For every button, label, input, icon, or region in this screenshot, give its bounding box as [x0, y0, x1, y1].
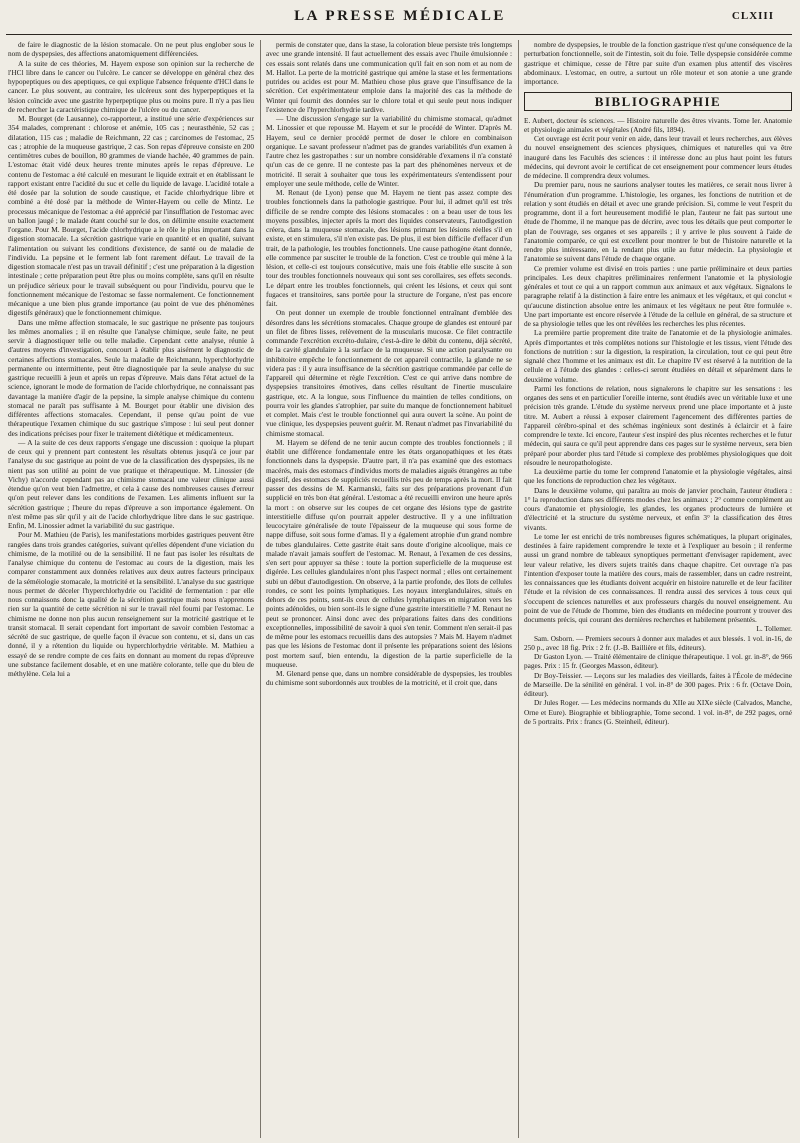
paragraph: — A la suite de ces deux rapports s'engage une discussion : quoique la plupart de ceux qui y prennent part contestent les résultats obtenus jusqu'à ce jour par l'analyse du suc gastrique au point de vue de la classification des dyspepsies, ils ne nient pas son utilité au point de vue pratique et thérapeutique. M. Linossier (de Vichy) n'accorde cependant pas au chimisme stomacal une valeur clinique aussi étendue qu'on veut bien l'admettre, et cela à cause des nombreuses causes d'erreur qu'on peut relever dans les conditions de l'examen. Les aliments influent sur la sécrétion gastrique ; l'heure du repas d'épreuve a son importance également. On n'est même pas sûr qu'il y ait de l'acide chlorhydrique libre dans le suc gastrique. Enfin, M. Linossier admet la variabilité du suc gastrique.: [8, 437, 254, 530]
review-paragraph: La deuxième partie du tome Ier comprend l'anatomie et la physiologie végétales, ainsi que les fonctions de reproduction chez les végétaux.: [524, 467, 792, 486]
review-paragraph: La première partie proprement dite traite de l'anatomie et de la physiologie animales. Après d'importantes et très complètes notions sur l'histologie et les tissus, vient l'étude des fonctions de nutrition : sur la digestion, la respiration, la circulation, tout ce qui peut être signalé chez l'homme et les animaux est dit. Le chapitre IV est réservé à la nutrition de la cellule et à l'étude des glandes : celles-ci seront étudiées en détail et séparément dans le deuxième volume.: [524, 328, 792, 384]
column-2: [266, 40, 512, 1138]
paragraph: nombre de dyspepsies, le trouble de la fonction gastrique n'est qu'une conséquence de la perturbation fonctionnelle, soit de l'intestin, soit du foie. Telle dyspepsie considérée comme gastrique et chimique, cesse de l'être par suite d'un examen plus attentif des viscères abdominaux. L'estomac, en outre, a surtout un rôle moteur et son atonie a une grande importance.: [524, 40, 792, 86]
column-3: [524, 40, 792, 1138]
review-paragraph: Cet ouvrage est écrit pour venir en aide, dans leur travail et leurs recherches, aux élèves du nouvel enseignement des sciences physiques, chimiques et naturelles qui va être inauguré dans les Facultés des sciences : il intéresse donc au plus haut point les futurs médecins, qui devront avoir le certificat de cet enseignement pour commencer leurs études de médecine. Il comprendra deux volumes.: [524, 134, 792, 180]
bibliography-entry: Sam. Osborn. — Premiers secours à donner aux malades et aux blessés. 1 vol. in-16, de 250 p., avec 18 fig. Prix : 2 fr. (J.-B. Baillière et fils, éditeurs).: [524, 633, 792, 652]
bibliography-heading: BIBLIOGRAPHIE: [524, 92, 792, 110]
review-paragraph: Dans le deuxième volume, qui paraîtra au mois de janvier prochain, l'auteur étudiera : 1° la reproduction dans ses différents modes chez les animaux ; 2° comme complément au cours d'anatomie et physiologie, les glandes, les organes producteurs de lumière et d'électricité et la structure du système nerveux, et enfin 3° la classification des êtres vivants.: [524, 485, 792, 532]
paragraph: permis de constater que, dans la stase, la coloration bleue persiste très longtemps avec une grande intensité. Il faut actuellement des essais avec l'huile émulsionnée : ces essais sont relatés dans une communication qu'il fait en son nom et au nom de M. Hallot. La perte de la motricité gastrique qui amène la stase et les fermentations putrides ou acides est pour M. Mathieu chose plus grave que l'insuffisance de la sécrétion. Cet expérimentateur emploie dans la majorité des cas la méthode de Winter qui fournit des données sur le chlore total et qui seule peut nous indiquer l'existence de l'hyperchlorhydrie tardive.: [266, 40, 512, 114]
column-divider: [260, 40, 261, 1138]
bibliography-entry: Dr Boy-Teissier. — Leçons sur les maladies des vieillards, faites à l'École de médecine de Marseille. De la sénilité en général. 1 vol. in-8° de 300 pages. Prix : 6 fr. (Octave Doin, éditeur).: [524, 670, 792, 698]
review-signature: L. Tollemer.: [756, 624, 792, 634]
text-columns: [8, 40, 794, 1138]
column-divider: [518, 40, 519, 1138]
review-paragraph: Le tome Ier est enrichi de très nombreuses figures schématiques, la plupart originales, destinées à faire rapidement comprendre le texte et à l'expliquer au besoin ; il renferme aussi un grand nombre de tableaux synoptiques permettant d'envisager rapidement, avec leur valeur relative, les divers sujets traités dans chaque chapitre. Cet ouvrage n'a pas l'intention d'exposer toute la matière des cours, mais de rassembler, dans un cadre restreint, les connaissances que les étudiants doivent acquérir en histoire naturelle et de leur faciliter l'étude et la révision de ces connaissances. Il rendra aussi des services à tous ceux qui s'occupent de sciences naturelles et aux professeurs chargés du nouvel enseignement. Au point de vue de l'étude de l'homme, bien des étudiants en médecine pourront y trouver des documents précis, qui courant des dernières recherches et habilement présentés.: [524, 531, 792, 624]
column-1: [8, 40, 254, 1138]
book-review-title: E. Aubert, docteur ès sciences. — Histoire naturelle des êtres vivants. Tome Ier. Anatomie et physiologie animales et végétales (André fils, 1894).: [524, 115, 792, 134]
paragraph: M. Glenard pense que, dans un nombre considérable de dyspepsies, les troubles du chimisme sont subordonnés aux troubles de la motricité, et il croit que, dans: [266, 669, 512, 688]
paragraph: M. Hayem se défend de ne tenir aucun compte des troubles fonctionnels ; il établit une différence fondamentale entre les états organopathiques et les états fonctionnels dans la dyspepsie. D'autre part, il n'a pas examiné que des estomacs macérés, mais des estomacs d'individus morts de maladies aiguës étrangères au tube digestif, des estomacs de suppliciés recueillis très peu de temps après la mort. Il fait passer des dessins de M. Karmanski, faits sur des préparations provenant d'un supplicié en très bon état général. L'estomac a été recueilli environ une heure après la mort : on observe sur les coupes de cet organe des lésions type de gastrite interstitielle diffuse qu'on pourrait appeler destructive. Il y a une infiltration leucocytaire généralisée de toute l'épaisseur de la muqueuse qui sous forme de nappe diffuse, soit sous forme d'amas. Il y a également atrophie d'un grand nombre de tubes glandulaires. Cette gastrite était sans doute d'origine alcoolique, mais ce malade n'avait jamais souffert de l'estomac. M. Renaut, à l'examen de ces dessins, s'en sert pour appuyer sa thèse : toute la portion superficielle de la muqueuse est digérée. Les cellules glandulaires n'ont plus l'aspect normal ; elles ont certainement subi un début d'autodigestion. On observe, à la partie profonde, des îlots de cellules rondes, ce sont les points lymphatiques. Les noyaux interglandulaires, situés en dehors de ces points, sont-ils ceux de cellules lymphatiques en migration vers les points adénoïdes, ou bien sont-ils le signe d'une gastrite interstitielle ? M. Renaut ne peut se prononcer. Ainsi donc avec des préparations faites dans des conditions exceptionnelles, impossibilité de savoir à quoi s'en tenir. Comment n'en serait-il pas de même pour les estomacs recueillis dans des autopsies ? Mais M. Hayem n'admet pas que les lésions de l'estomac dont il présente les préparations soient des lésions post mortem sauf, bien entendu, la digestion de la partie superficielle de la muqueuse.: [266, 437, 512, 669]
paragraph: — Une discussion s'engage sur la variabilité du chimisme stomacal, qu'admet M. Linossier et que repousse M. Hayem et sur le procédé de Winter. D'après M. Hayem, seul ce dernier procédé permet de doser le chlore en combinaison organique. Le savant professeur n'admet pas de grandes variabilités d'un examen à l'autre chez les gastropathes : sur un nombre considérable d'examens il n'a constaté qu'un cas de ce genre. Il ne conteste pas la part des phénomènes nerveux et de motricité. Il serait à souhaiter que tous les expérimentateurs s'entendissent pour employer une seule méthode, celle de Winter.: [266, 114, 512, 188]
paragraph: Dans une même affection stomacale, le suc gastrique ne présente pas toujours les mêmes anomalies ; il en résulte que l'analyse chimique, seule faite, ne peut servir à diagnostiquer telle ou telle maladie. Cependant cette analyse, réunie à d'autres moyens d'investigation, concourt à établir plus aisément le diagnostic de certaines affections stomacales. Seule la maladie de Reichmann, hyperchlorhydrie permanente ou intermittente, peut être diagnostiquée par la seule analyse du suc gastrique recueilli à jeun et après un repas d'épreuve. Mais dans l'état actuel de la science, ignorant le mode de formation de l'acide chlorhydrique, ne connaissant pas davantage la manière d'agir de la pepsine, la simple analyse chimique du contenu stomacal ne paraît pas suffisante à M. Bourget pour établir une division des différentes affections stomacales. Cependant, il pense qu'au point de vue thérapeutique l'examen chimique du suc gastrique s'impose : lui seul peut donner des indications précises pour fixer le traitement diététique et médicamenteux.: [8, 317, 254, 438]
review-paragraph: Du premier paru, nous ne saurions analyser toutes les matières, ce serait nous livrer à l'énumération d'un programme. L'histologie, les organes, les fonctions de nutrition et de relation y sont étudiés en détail et avec une grande précision. Si, comme le veut l'esprit du programme, dont il a fort heureusement modifié le plan, l'auteur ne fait pas surtout une étude de l'homme, il ne manque pas de décrire, avec tous les détails que peut comporter le plan de l'ouvrage, ses organes et ses appareils ; il y arrive le plus souvent à l'aide de l'anatomie comparée, ce qui est excellent pour montrer le but de l'histoire naturelle et la rendre plus intéressante, en la rendant plus utile au futur médecin. La physiologie et l'anatomie se suivent dans l'étude de chaque organe.: [524, 180, 792, 264]
paragraph: A la suite de ces théories, M. Hayem expose son opinion sur la recherche de l'HCl libre dans le cancer ou l'ulcère. Le cancer se développe en général chez des hypopeptiques ou des apeptiques, ce qui explique l'absence fréquente d'HCl dans le cancer. Le plus souvent, au contraire, les ulcéreux sont des hyperpeptiques et la lésion coïncide avec une gastrite hyperpeptique plus ou moins pure. Il n'y a pas lieu de rechercher la caractéristique chimique de l'ulcère ou du cancer.: [8, 58, 254, 114]
page-number: CLXIII: [731, 10, 774, 22]
journal-title: LA PRESSE MÉDICALE: [294, 8, 506, 24]
paragraph: Pour M. Mathieu (de Paris), les manifestations morbides gastriques peuvent être rangées dans trois grandes catégories, suivant qu'elles dépendent d'une viciation du chimisme, de la motilité ou de la sensibilité. Il ne faut pas isoler les résultats de l'analyse chimique du contenu de l'estomac au cours de la digestion, mais les comparer constamment aux données relatives aux deux autres facteurs principaux de la séméiologie stomacale, la motricité et la sensibilité. L'analyse du suc gastrique nous permet de déceler l'hyperchlorhydrie ou l'acidité de fermentation : par elle nous connaissons donc la qualité de la sécrétion gastrique mais nous n'apprenons rien sur la quantité de cette sécrétion ni sur le travail réel fourni par l'estomac. Le chimisme ne donne non plus aucun renseignement sur la motricité gastrique et le transit stomacal. Il serait cependant fort important de savoir combien l'estomac a sécrété de suc gastrique, de quelle façon il évacue son contenu, et si, dans un cas donné, il y a rétention du liquide ou hyperchlorhydrie véritable. M. Mathieu a essayé de se rendre compte de ces faits en donnant au moment du repas d'épreuve une substance facilement dosable, et en une matière colorante, telle que du bleu de méthylène. Cela lui a: [8, 530, 254, 678]
paragraph: M. Renaut (de Lyon) pense que M. Hayem ne tient pas assez compte des troubles fonctionnels dans la pathologie gastrique. Pour lui, il admet qu'il est très difficile de se rendre compte des lésions stomacales : on a beau user de tous les moyens possibles, injecter après la mort des liquides conservateurs, l'autodigestion créera, dans la muqueuse stomacale, des lésions primant les lésions réelles s'il en existe, et en stimulera, s'il n'en existe pas. De plus, il est bien difficile d'effacer d'un trait, de la pathologie, les troubles fonctionnels. Une cause pathogène étant donnée, elle commence par susciter le trouble de la fonction. C'est ce trouble qui mène à la lésion, et celle-ci est toujours consécutive, mais une fois établie elle suscite à son tour des troubles fonctionnels nouveaux qui sont ses corollaires, ses effets seconds. Le départ entre les troubles fonctionnels, qui créent les lésions, et ceux qui sont fugaces et transitoires, sans portée pour la structure de l'organe, n'est pas encore fait.: [266, 188, 512, 308]
paragraph: On peut donner un exemple de trouble fonctionnel entraînant d'emblée des désordres dans les sécrétions stomacales. Chaque groupe de glandes est entouré par un filet de fibres lisses, relèvement de la muscularis mucosæ. Ce filet contractile commande l'excrétion excréto-dulaire, c'est-à-dire le débit du contenu, déjà sécrété, de la cavité glandulaire à la surface de la muqueuse. Si une action paralysante ou inhibitoire empêche le fonctionnement de cet appareil contractile, la glande ne se videra pas : il y aura insuffisance de la sécrétion gastrique commandée par celle de l'appareil qui détermine et règle l'excrétion. C'est ce qui arrive dans nombre de dyspepsies transitoires émotives, dans celles résultant de l'inertie musculaire gastrique, etc. A la longue, sous l'influence du maintien de telles conditions, on pourra voir les glandes s'atrophier, par suite du manque de fonctionnement habituel et complet. Mais c'est le trouble fonctionnel qui aura ouvert la scène. Au point de vue clinique, les dyspepsies peuvent guérir. M. Renaut n'admet pas l'invariabilité du chimisme stomacal.: [266, 308, 512, 438]
bibliography-entry: Dr Gaston Lyon. — Traité élémentaire de clinique thérapeutique. 1 vol. gr. in-8°, de 966 pages. Prix : 15 fr. (Georges Masson, éditeur).: [524, 652, 792, 671]
paragraph: M. Bourget (de Lausanne), co-rapporteur, a institué une série d'expériences sur 354 malades, comprenant : chlorose et anémie, 105 cas ; neurasthénie, 52 cas ; dilatation, 115 cas ; maladie de Reichmann, 22 cas ; carcinomes de l'estomac, 25 cas ; atrophie de la muqueuse gastrique, 2 cas. Son repas d'épreuve consiste en 200 centimètres cubes de bouillon, 80 grammes de viande hachée, 40 grammes de pain. L'estomac était vidé deux heures trente minutes après le repas d'épreuve. Le contenu de l'estomac a été calculé en mesurant le liquide extrait et en établissant le rapport existant entre l'acidité du suc et celle du liquide de lavage. L'acidité totale a été dosée par la solution de soude caustique, et l'acide chlorhydrique libre et combiné a été dosé par la méthode de Winter-Hayem ou celle de Mintz. Le processus mécanique de l'estomac a été apprécié par l'insufflation de l'estomac avec un ballon jaugé ; le malade étant couché sur le dos, on délimite ensuite exactement l'organe. Pour M. Bourget, l'acide chlorhydrique a le rôle le plus important dans la digestion stomacale. La sécrétion gastrique varie en quantité et en qualité, suivant l'alimentation ou suivant les conditions d'existence, de santé ou de maladie de l'individu. La pepsine et le ferment lab font rarement défaut. Le travail de la digestion stomacale n'est pas un travail définitif ; c'est une préparation à la digestion intestinale ; cette préparation peut être plus ou moins complète, sans qu'il en résulte un préjudice sérieux pour le travail subséquent ou pour l'individu, pourvu que le fonctionnement mécanique de l'estomac se fasse normalement. Ce fonctionnement mécanique a une bien plus grande importance (au point de vue des phénomènes digestifs généraux) que le fonctionnement chimique.: [8, 114, 254, 318]
bibliography-entry: Dr Jules Roger. — Les médecins normands du XIIe au XIXe siècle (Calvados, Manche, Orne et Eure). Biographie et bibliographie, Tome second. 1 vol. in-8°, de 292 pages, orné de 5 portraits. Prix : francs (G. Steinheil, éditeur).: [524, 698, 792, 726]
review-paragraph: Parmi les fonctions de relation, nous signalerons le chapitre sur les sensations : les organes des sens et en particulier l'oreille interne, sont étudiés avec un véritable luxe et une précision très grande. L'étude du système nerveux prend une place importante et à juste titre. M. Aubert a réussi à exposer clairement l'agencement des différentes parties de l'appareil cérébro-spinal et des schémas ingénieux sont destinés à éclaircir et à faire comprendre le texte. Ici encore, l'auteur s'est inspiré des plus récentes recherches et le futur médecin, qui saura ce qu'il peut apprendre dans ces pages sur le système nerveux, sera bien préparé pour aborder plus tard l'étude si complexe des problèmes physiologiques que doit résoudre le neuropathologiste.: [524, 383, 792, 467]
review-paragraph: Ce premier volume est divisé en trois parties : une partie préliminaire et deux parties principales. Les deux chapitres préliminaires renferment l'anatomie et la physiologie générales et tout ce qui a un rapport commun aux animaux et aux végétaux. Signalons le paragraphe relatif à la distinction à faire entre les animaux et les végétaux, et qui conclut « qu'aucune distinction absolue entre les animaux et les végétaux ne peut être formulée ». Une part importante est encore réservée à l'étude de la cellule en général, de sa structure et de sa physiologie telles que les ont révélées les recherches les plus récentes.: [524, 263, 792, 328]
header-rule: [6, 34, 792, 35]
paragraph: de faire le diagnostic de la lésion stomacale. On ne peut plus englober sous le nom de dyspepsies, des affections anatomiquement différenciées.: [8, 40, 254, 59]
page-header: [0, 4, 800, 36]
